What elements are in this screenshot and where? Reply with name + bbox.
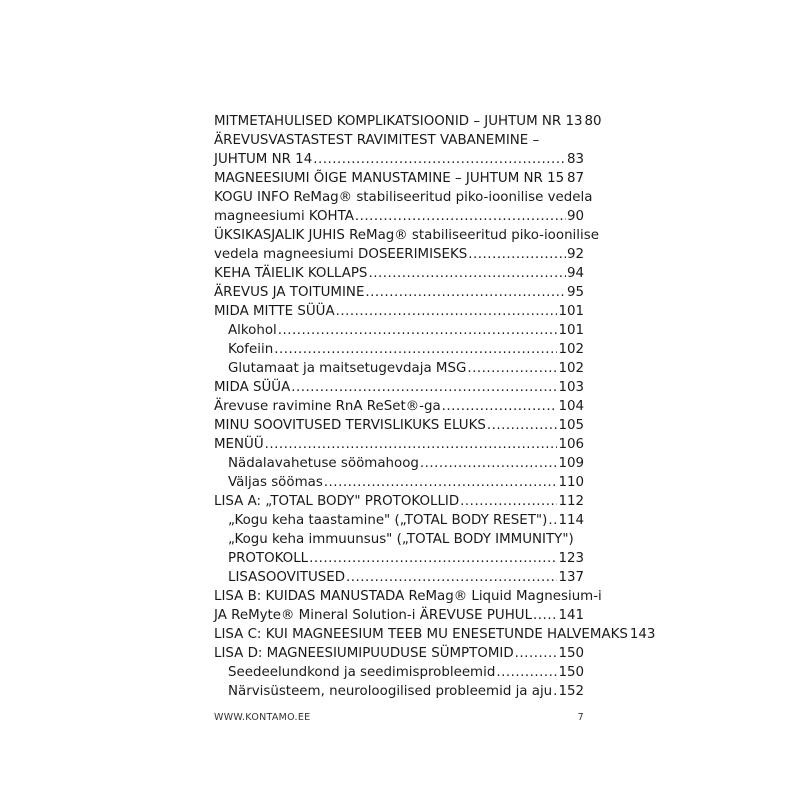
toc-leader-dots (467, 359, 557, 378)
toc-line (214, 682, 584, 701)
toc-page-number: 109 (558, 456, 584, 471)
page-footer (214, 712, 584, 723)
toc-page-number: 141 (558, 608, 584, 623)
toc-entry-title: KEHA TÄIELIK KOLLAPS (214, 266, 368, 281)
toc-line (214, 435, 584, 454)
toc-leader-dots (278, 321, 558, 340)
toc-line (214, 207, 584, 226)
toc-entry-title: PROTOKOLL (228, 551, 309, 566)
toc-line (214, 644, 584, 663)
toc-leader-dots (515, 644, 558, 663)
toc-entry-title: Seedeelundkond ja seedimisprobleemid (228, 665, 496, 680)
toc-leader-dots (291, 378, 557, 397)
toc-page-number: 102 (558, 361, 584, 376)
toc-line (214, 492, 584, 511)
toc-leader-dots (309, 549, 557, 568)
toc-leader-dots (274, 340, 557, 359)
toc-leader-dots (487, 416, 558, 435)
toc-leader-dots (265, 435, 558, 454)
toc-entry-title: MIDA SÜÜA (214, 380, 291, 395)
toc-page-number: 137 (558, 570, 584, 585)
toc-line (214, 568, 584, 587)
toc-leader-dots (442, 397, 558, 416)
toc-line (214, 169, 584, 188)
toc-leader-dots (468, 245, 566, 264)
toc-page-number: 123 (558, 551, 584, 566)
toc-line (214, 264, 584, 283)
toc-entry-title: KOGU INFO ReMag® stabiliseeritud piko-ioonilise vedela (214, 190, 593, 205)
toc-page-number: 143 (629, 627, 656, 642)
toc-line (214, 473, 584, 492)
toc-entry-title: „Kogu keha taastamine" („TOTAL BODY RESET") (228, 513, 548, 528)
toc-entry-title: LISA D: MAGNEESIUMIPUUDUSE SÜMPTOMID (214, 646, 514, 661)
toc-entry-title: Nädalavahetuse söömahoog (228, 456, 419, 471)
toc-entry-title: MITMETAHULISED KOMPLIKATSIOONID – JUHTUM NR 13 (214, 114, 583, 129)
toc-page-number: 103 (558, 380, 584, 395)
toc-leader-dots (553, 682, 557, 701)
toc-page-number: 95 (566, 285, 584, 300)
toc-leader-dots (565, 169, 566, 188)
toc-line (214, 378, 584, 397)
toc-page-number: 94 (566, 266, 584, 281)
toc-entry-title: JA ReMyte® Mineral Solution-i ÄREVUSE PUHUL (214, 608, 533, 623)
toc-page-number: 150 (558, 665, 584, 680)
footer-website: WWW.KONTAMO.EE (214, 712, 311, 723)
table-of-contents (214, 112, 656, 701)
toc-leader-dots (420, 454, 558, 473)
toc-line (214, 606, 584, 625)
toc-leader-dots (548, 511, 557, 530)
toc-page-number: 105 (558, 418, 584, 433)
toc-entry-title: ÄREVUS JA TOITUMINE (214, 285, 365, 300)
toc-line (214, 321, 584, 340)
toc-entry-title: ÜKSIKASJALIK JUHIS ReMag® stabiliseeritud piko-ioonilise (214, 228, 599, 243)
toc-page-number: 101 (558, 304, 584, 319)
toc-line (214, 625, 656, 644)
toc-page-number: 101 (558, 323, 584, 338)
toc-leader-dots (460, 492, 557, 511)
toc-page-number: 110 (558, 475, 584, 490)
toc-entry-title: ÄREVUSVASTASTEST RAVIMITEST VABANEMINE – (214, 133, 540, 148)
toc-entry-title: LISA A: „TOTAL BODY" PROTOKOLLID (214, 494, 460, 509)
toc-line (214, 283, 584, 302)
toc-leader-dots (355, 207, 566, 226)
toc-line (214, 226, 599, 245)
toc-line (214, 454, 584, 473)
toc-line (214, 112, 602, 131)
toc-entry-title: MAGNEESIUMI ÕIGE MANUSTAMINE – JUHTUM NR 15 (214, 171, 565, 186)
toc-line (214, 245, 584, 264)
toc-line (214, 340, 584, 359)
toc-line (214, 131, 584, 150)
toc-line (214, 188, 593, 207)
toc-entry-title: vedela magneesiumi DOSEERIMISEKS (214, 247, 468, 262)
toc-leader-dots (313, 150, 566, 169)
toc-line (214, 397, 584, 416)
toc-leader-dots (324, 473, 558, 492)
toc-entry-title: Ärevuse ravimine RnA ReSet®-ga (214, 399, 441, 414)
toc-page-number: 150 (558, 646, 584, 661)
toc-line (214, 302, 584, 321)
toc-leader-dots (336, 302, 558, 321)
toc-page-number: 104 (558, 399, 584, 414)
toc-line (214, 150, 584, 169)
toc-entry-title: LISA B: KUIDAS MANUSTADA ReMag® Liquid Magnesium-i (214, 589, 602, 604)
toc-entry-title: Närvisüsteem, neuroloogilised probleemid ja aju (228, 684, 553, 699)
toc-page-number: 90 (566, 209, 584, 224)
toc-page-number: 83 (566, 152, 584, 167)
toc-entry-title: LISASOOVITUSED (228, 570, 346, 585)
toc-entry-title: Kofeiin (228, 342, 274, 357)
toc-entry-title: Alkohol (228, 323, 277, 338)
toc-leader-dots (533, 606, 557, 625)
toc-entry-title: Glutamaat ja maitsetugevdaja MSG (228, 361, 467, 376)
toc-leader-dots (496, 663, 557, 682)
toc-entry-title: LISA C: KUI MAGNEESIUM TEEB MU ENESETUNDE HALVEMAKS (214, 627, 628, 642)
toc-page-number: 87 (566, 171, 584, 186)
toc-entry-title: MIDA MITTE SÜÜA (214, 304, 335, 319)
toc-page-number: 102 (558, 342, 584, 357)
toc-page-number: 152 (558, 684, 584, 699)
toc-line (214, 663, 584, 682)
toc-entry-title: Väljas söömas (228, 475, 323, 490)
toc-line (214, 359, 584, 378)
toc-line (214, 530, 584, 549)
toc-page-number: 106 (558, 437, 584, 452)
toc-page-number: 114 (558, 513, 584, 528)
toc-line (214, 587, 602, 606)
toc-leader-dots (365, 283, 566, 302)
toc-page-number: 112 (558, 494, 584, 509)
footer-page-number: 7 (577, 712, 584, 723)
toc-line (214, 511, 584, 530)
toc-line (214, 416, 584, 435)
toc-line (214, 549, 584, 568)
toc-entry-title: magneesiumi KOHTA (214, 209, 354, 224)
toc-entry-title: MENÜÜ (214, 437, 264, 452)
toc-entry-title: „Kogu keha immuunsus" („TOTAL BODY IMMUNITY") (228, 532, 574, 547)
toc-page-number: 80 (584, 114, 602, 129)
toc-entry-title: MINU SOOVITUSED TERVISLIKUKS ELUKS (214, 418, 486, 433)
toc-leader-dots (346, 568, 557, 587)
toc-page-number: 92 (566, 247, 584, 262)
toc-leader-dots (368, 264, 566, 283)
toc-entry-title: JUHTUM NR 14 (214, 152, 313, 167)
